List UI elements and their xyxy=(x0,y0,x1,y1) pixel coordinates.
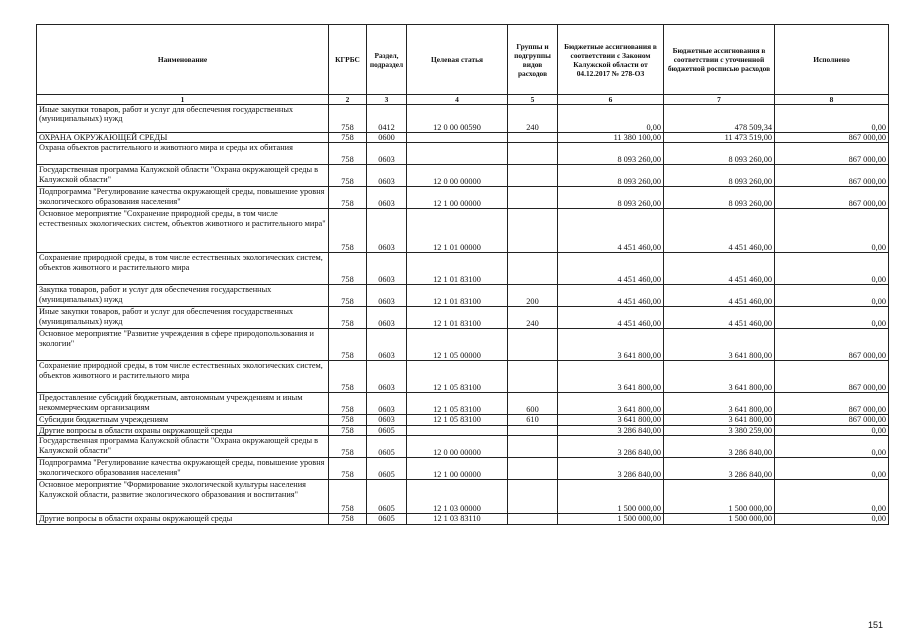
row-assign-law: 4 451 460,00 xyxy=(558,307,664,329)
row-assign-law: 4 451 460,00 xyxy=(558,209,664,253)
row-done: 0,00 xyxy=(775,307,889,329)
row-name: ОХРАНА ОКРУЖАЮЩЕЙ СРЕДЫ xyxy=(37,133,329,143)
row-expense-type: 610 xyxy=(508,415,558,425)
row-target-article: 12 1 01 83100 xyxy=(407,253,508,285)
row-kgrbs: 758 xyxy=(329,307,367,329)
header-done: Исполнено xyxy=(775,25,889,95)
row-done: 867 000,00 xyxy=(775,165,889,187)
row-name: Подпрограмма "Регулирование качества окружающей среды, повышение уровня экологического образования населения" xyxy=(37,458,329,480)
row-razdel: 0605 xyxy=(367,436,407,458)
row-razdel: 0603 xyxy=(367,253,407,285)
table-row xyxy=(37,105,889,133)
row-expense-type: 240 xyxy=(508,105,558,133)
row-kgrbs: 758 xyxy=(329,165,367,187)
row-kgrbs: 758 xyxy=(329,143,367,165)
row-expense-type: 200 xyxy=(508,285,558,307)
row-kgrbs: 758 xyxy=(329,436,367,458)
row-name: Другие вопросы в области охраны окружающей среды xyxy=(37,514,329,524)
row-done: 0,00 xyxy=(775,480,889,514)
row-razdel: 0605 xyxy=(367,425,407,435)
row-target-article: 12 1 01 00000 xyxy=(407,209,508,253)
row-razdel: 0603 xyxy=(367,209,407,253)
row-assign-law: 1 500 000,00 xyxy=(558,480,664,514)
row-kgrbs: 758 xyxy=(329,329,367,361)
table-row xyxy=(37,329,889,361)
row-razdel: 0603 xyxy=(367,307,407,329)
row-assign-updated: 478 509,34 xyxy=(664,105,775,133)
row-done: 0,00 xyxy=(775,253,889,285)
row-name: Сохранение природной среды, в том числе естественных экологических систем, объектов животного и растительного мира xyxy=(37,253,329,285)
row-done: 0,00 xyxy=(775,209,889,253)
row-assign-updated: 4 451 460,00 xyxy=(664,307,775,329)
budget-table xyxy=(36,24,889,525)
row-expense-type: 240 xyxy=(508,307,558,329)
row-done: 867 000,00 xyxy=(775,361,889,393)
column-number: 4 xyxy=(407,95,508,105)
table-row xyxy=(37,514,889,524)
row-assign-law: 3 641 800,00 xyxy=(558,393,664,415)
column-number: 5 xyxy=(508,95,558,105)
row-kgrbs: 758 xyxy=(329,425,367,435)
row-assign-law: 1 500 000,00 xyxy=(558,514,664,524)
row-done: 867 000,00 xyxy=(775,133,889,143)
column-number: 7 xyxy=(664,95,775,105)
row-assign-updated: 3 641 800,00 xyxy=(664,329,775,361)
row-assign-law: 3 286 840,00 xyxy=(558,436,664,458)
row-razdel: 0603 xyxy=(367,415,407,425)
row-name: Закупка товаров, работ и услуг для обеспечения государственных (муниципальных) нужд xyxy=(37,285,329,307)
row-assign-law: 4 451 460,00 xyxy=(558,285,664,307)
row-done: 867 000,00 xyxy=(775,415,889,425)
header-row xyxy=(37,25,889,95)
row-name: Основное мероприятие "Сохранение природной среды, в том числе естественных экологических систем, объектов животного и растительного мира" xyxy=(37,209,329,253)
table-row xyxy=(37,307,889,329)
row-razdel: 0603 xyxy=(367,165,407,187)
table-row xyxy=(37,425,889,435)
table-row xyxy=(37,361,889,393)
table-row xyxy=(37,143,889,165)
row-name: Государственная программа Калужской области "Охрана окружающей среды в Калужской области" xyxy=(37,436,329,458)
row-expense-type xyxy=(508,425,558,435)
row-done: 867 000,00 xyxy=(775,187,889,209)
row-done: 0,00 xyxy=(775,285,889,307)
row-razdel: 0603 xyxy=(367,329,407,361)
row-assign-law: 3 641 800,00 xyxy=(558,415,664,425)
row-razdel: 0603 xyxy=(367,143,407,165)
row-kgrbs: 758 xyxy=(329,480,367,514)
column-number-row xyxy=(37,95,889,105)
row-expense-type xyxy=(508,133,558,143)
row-name: Иные закупки товаров, работ и услуг для обеспечения государственных (муниципальных) нужд xyxy=(37,105,329,133)
row-expense-type: 600 xyxy=(508,393,558,415)
row-assign-updated: 3 641 800,00 xyxy=(664,393,775,415)
row-done: 0,00 xyxy=(775,436,889,458)
row-razdel: 0605 xyxy=(367,480,407,514)
row-done: 867 000,00 xyxy=(775,393,889,415)
header-celevaya: Целевая статья xyxy=(407,25,508,95)
table-row xyxy=(37,209,889,253)
header-razdel: Раздел, подраздел xyxy=(367,25,407,95)
row-name: Основное мероприятие "Формирование экологической культуры населения Калужской области, развитие экологического образования и воспитания" xyxy=(37,480,329,514)
row-kgrbs: 758 xyxy=(329,514,367,524)
row-assign-updated: 4 451 460,00 xyxy=(664,209,775,253)
row-razdel: 0603 xyxy=(367,361,407,393)
row-target-article xyxy=(407,133,508,143)
row-kgrbs: 758 xyxy=(329,133,367,143)
row-target-article xyxy=(407,143,508,165)
row-done: 0,00 xyxy=(775,514,889,524)
row-name: Иные закупки товаров, работ и услуг для обеспечения государственных (муниципальных) нужд xyxy=(37,307,329,329)
row-assign-updated: 3 641 800,00 xyxy=(664,415,775,425)
row-expense-type xyxy=(508,165,558,187)
row-razdel: 0600 xyxy=(367,133,407,143)
row-kgrbs: 758 xyxy=(329,285,367,307)
row-assign-law: 8 093 260,00 xyxy=(558,165,664,187)
row-expense-type xyxy=(508,458,558,480)
row-target-article: 12 0 00 00590 xyxy=(407,105,508,133)
header-name: Наименование xyxy=(37,25,329,95)
header-assign-updated: Бюджетные ассигнования в соответствии с уточненной бюджетной росписью расходов xyxy=(664,25,775,95)
row-name: Основное мероприятие "Развитие учреждения в сфере природопользования и экологии" xyxy=(37,329,329,361)
column-number: 6 xyxy=(558,95,664,105)
header-assign: Бюджетные ассигнования в соответствии с Законом Калужской области от 04.12.2017 № 278-ОЗ xyxy=(558,25,664,95)
table-row xyxy=(37,480,889,514)
row-expense-type xyxy=(508,187,558,209)
row-expense-type xyxy=(508,480,558,514)
table-row xyxy=(37,458,889,480)
table-row xyxy=(37,285,889,307)
row-target-article: 12 1 03 83110 xyxy=(407,514,508,524)
row-target-article: 12 1 00 00000 xyxy=(407,458,508,480)
row-target-article: 12 0 00 00000 xyxy=(407,436,508,458)
row-assign-law: 3 286 840,00 xyxy=(558,425,664,435)
table-row xyxy=(37,187,889,209)
table-row xyxy=(37,415,889,425)
row-target-article: 12 0 00 00000 xyxy=(407,165,508,187)
row-name: Подпрограмма "Регулирование качества окружающей среды, повышение уровня экологического образования населения" xyxy=(37,187,329,209)
row-assign-law: 3 641 800,00 xyxy=(558,361,664,393)
row-expense-type xyxy=(508,514,558,524)
row-assign-updated: 4 451 460,00 xyxy=(664,285,775,307)
table-row xyxy=(37,436,889,458)
row-assign-law: 11 380 100,00 xyxy=(558,133,664,143)
row-expense-type xyxy=(508,361,558,393)
row-kgrbs: 758 xyxy=(329,209,367,253)
row-kgrbs: 758 xyxy=(329,458,367,480)
row-done: 0,00 xyxy=(775,425,889,435)
column-number: 3 xyxy=(367,95,407,105)
row-assign-updated: 1 500 000,00 xyxy=(664,480,775,514)
row-done: 0,00 xyxy=(775,458,889,480)
row-razdel: 0412 xyxy=(367,105,407,133)
table-row xyxy=(37,253,889,285)
row-expense-type xyxy=(508,253,558,285)
table-row xyxy=(37,393,889,415)
row-assign-law: 8 093 260,00 xyxy=(558,143,664,165)
page-number: 151 xyxy=(867,620,883,630)
row-assign-updated: 3 380 259,00 xyxy=(664,425,775,435)
row-assign-law: 3 641 800,00 xyxy=(558,329,664,361)
table-row xyxy=(37,165,889,187)
row-razdel: 0603 xyxy=(367,285,407,307)
column-number: 1 xyxy=(37,95,329,105)
row-assign-updated: 11 473 519,00 xyxy=(664,133,775,143)
row-kgrbs: 758 xyxy=(329,105,367,133)
row-assign-updated: 8 093 260,00 xyxy=(664,187,775,209)
row-assign-updated: 3 641 800,00 xyxy=(664,361,775,393)
row-assign-updated: 8 093 260,00 xyxy=(664,165,775,187)
row-kgrbs: 758 xyxy=(329,415,367,425)
header-kgrbs: КГРБС xyxy=(329,25,367,95)
row-target-article: 12 1 05 83100 xyxy=(407,361,508,393)
row-done: 867 000,00 xyxy=(775,329,889,361)
row-expense-type xyxy=(508,329,558,361)
row-assign-law: 0,00 xyxy=(558,105,664,133)
row-done: 0,00 xyxy=(775,105,889,133)
row-razdel: 0603 xyxy=(367,393,407,415)
table-row xyxy=(37,133,889,143)
row-target-article: 12 1 05 83100 xyxy=(407,415,508,425)
row-expense-type xyxy=(508,436,558,458)
row-assign-updated: 3 286 840,00 xyxy=(664,436,775,458)
column-number: 2 xyxy=(329,95,367,105)
row-name: Предоставление субсидий бюджетным, автономным учреждениям и иным некоммерческим организациям xyxy=(37,393,329,415)
row-target-article: 12 1 01 83100 xyxy=(407,285,508,307)
row-name: Охрана объектов растительного и животного мира и среды их обитания xyxy=(37,143,329,165)
row-name: Субсидии бюджетным учреждениям xyxy=(37,415,329,425)
row-target-article xyxy=(407,425,508,435)
row-assign-updated: 1 500 000,00 xyxy=(664,514,775,524)
row-name: Сохранение природной среды, в том числе естественных экологических систем, объектов животного и растительного мира xyxy=(37,361,329,393)
row-target-article: 12 1 01 83100 xyxy=(407,307,508,329)
header-gruppy: Группы и подгруппы видов расходов xyxy=(508,25,558,95)
row-name: Другие вопросы в области охраны окружающей среды xyxy=(37,425,329,435)
row-kgrbs: 758 xyxy=(329,393,367,415)
row-assign-updated: 4 451 460,00 xyxy=(664,253,775,285)
row-razdel: 0603 xyxy=(367,187,407,209)
row-name: Государственная программа Калужской области "Охрана окружающей среды в Калужской области" xyxy=(37,165,329,187)
row-kgrbs: 758 xyxy=(329,253,367,285)
row-assign-updated: 8 093 260,00 xyxy=(664,143,775,165)
row-expense-type xyxy=(508,143,558,165)
row-assign-law: 8 093 260,00 xyxy=(558,187,664,209)
row-target-article: 12 1 03 00000 xyxy=(407,480,508,514)
row-done: 867 000,00 xyxy=(775,143,889,165)
row-kgrbs: 758 xyxy=(329,187,367,209)
row-expense-type xyxy=(508,209,558,253)
row-assign-law: 4 451 460,00 xyxy=(558,253,664,285)
row-target-article: 12 1 05 00000 xyxy=(407,329,508,361)
row-target-article: 12 1 05 83100 xyxy=(407,393,508,415)
row-razdel: 0605 xyxy=(367,514,407,524)
row-assign-law: 3 286 840,00 xyxy=(558,458,664,480)
row-razdel: 0605 xyxy=(367,458,407,480)
row-kgrbs: 758 xyxy=(329,361,367,393)
column-number: 8 xyxy=(775,95,889,105)
row-target-article: 12 1 00 00000 xyxy=(407,187,508,209)
row-assign-updated: 3 286 840,00 xyxy=(664,458,775,480)
